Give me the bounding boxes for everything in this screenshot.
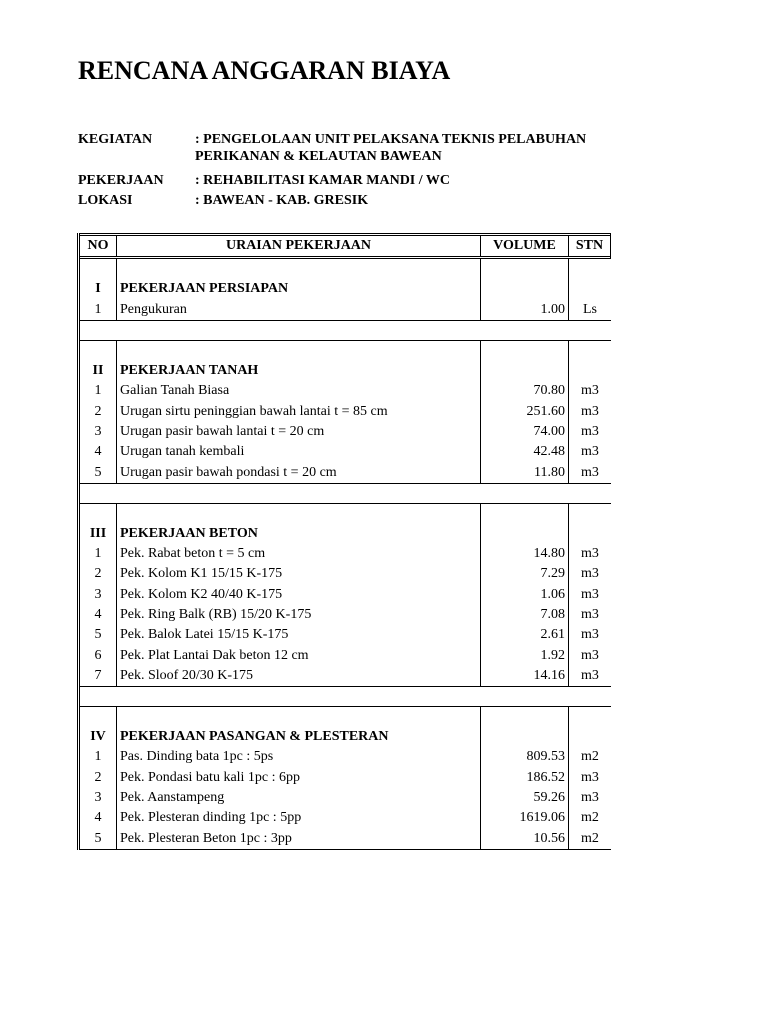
table-row [79,625,612,645]
table-row [79,462,612,483]
item-unit: m3 [569,585,612,605]
item-volume: 74.00 [481,422,569,442]
kegiatan-value-line2: PERIKANAN & KELAUTAN BAWEAN [195,149,442,164]
lokasi-value: : BAWEAN - KAB. GRESIK [195,193,369,208]
item-number: 4 [79,442,117,462]
table-header-row [79,235,612,258]
item-volume: 11.80 [481,462,569,483]
rab-table-body [79,235,612,850]
item-unit: m3 [569,768,612,788]
item-volume: 14.16 [481,666,569,687]
header-volume: VOLUME [481,235,569,258]
item-description: Pek. Plesteran dinding 1pc : 5pp [117,808,481,828]
kegiatan-label: KEGIATAN [78,132,153,147]
spacer-cell [569,503,612,524]
item-description: Galian Tanah Biasa [117,381,481,401]
item-volume: 186.52 [481,768,569,788]
table-row [79,585,612,605]
item-description: Pek. Kolom K1 15/15 K-175 [117,564,481,584]
item-volume: 10.56 [481,829,569,850]
separator-cell [481,687,569,707]
item-description: Pek. Kolom K2 40/40 K-175 [117,585,481,605]
item-unit: Ls [569,300,612,321]
item-unit: m3 [569,788,612,808]
spacer-cell [117,340,481,361]
spacer-cell [79,707,117,728]
section-stn-cell [569,279,612,299]
item-volume: 1.92 [481,645,569,665]
item-unit: m3 [569,442,612,462]
item-description: Urugan pasir bawah pondasi t = 20 cm [117,462,481,483]
item-number: 1 [79,544,117,564]
item-description: Pas. Dinding bata 1pc : 5ps [117,747,481,767]
section-title: PEKERJAAN PASANGAN & PLESTERAN [117,727,481,747]
section-volume-cell [481,727,569,747]
item-description: Urugan pasir bawah lantai t = 20 cm [117,422,481,442]
item-volume: 1619.06 [481,808,569,828]
item-unit: m2 [569,829,612,850]
item-number: 3 [79,788,117,808]
item-description: Pek. Plat Lantai Dak beton 12 cm [117,645,481,665]
section-stn-cell [569,361,612,381]
section-stn-cell [569,524,612,544]
table-row [79,544,612,564]
section-row [79,361,612,381]
item-unit: m3 [569,401,612,421]
section-spacer-row [79,258,612,280]
section-stn-cell [569,727,612,747]
item-volume: 7.08 [481,605,569,625]
item-number: 1 [79,381,117,401]
section-row [79,524,612,544]
rab-table [77,233,611,850]
item-unit: m3 [569,381,612,401]
section-spacer-row [79,707,612,728]
item-number: 5 [79,829,117,850]
separator-cell [117,320,481,340]
section-row [79,727,612,747]
spacer-cell [117,503,481,524]
spacer-cell [481,258,569,280]
spacer-cell [79,340,117,361]
item-volume: 1.00 [481,300,569,321]
item-number: 4 [79,605,117,625]
item-unit: m3 [569,422,612,442]
separator-cell [481,483,569,503]
separator-cell [569,320,612,340]
item-unit: m3 [569,462,612,483]
table-row [79,401,612,421]
item-number: 5 [79,625,117,645]
spacer-cell [481,503,569,524]
section-volume-cell [481,361,569,381]
section-number: III [79,524,117,544]
item-volume: 59.26 [481,788,569,808]
item-unit: m3 [569,544,612,564]
item-volume: 1.06 [481,585,569,605]
item-description: Pek. Plesteran Beton 1pc : 3pp [117,829,481,850]
table-row [79,564,612,584]
table-row [79,300,612,321]
separator-cell [79,320,117,340]
pekerjaan-value: : REHABILITASI KAMAR MANDI / WC [195,173,451,188]
header-uraian: URAIAN PEKERJAAN [117,235,481,258]
separator-cell [569,483,612,503]
item-unit: m3 [569,625,612,645]
spacer-cell [569,340,612,361]
item-unit: m3 [569,666,612,687]
item-description: Pek. Pondasi batu kali 1pc : 6pp [117,768,481,788]
item-description: Pek. Rabat beton t = 5 cm [117,544,481,564]
table-row [79,666,612,687]
item-number: 3 [79,422,117,442]
item-volume: 2.61 [481,625,569,645]
lokasi-label: LOKASI [78,193,133,208]
item-description: Pek. Aanstampeng [117,788,481,808]
table-row [79,442,612,462]
item-volume: 251.60 [481,401,569,421]
item-number: 2 [79,564,117,584]
item-volume: 70.80 [481,381,569,401]
section-title: PEKERJAAN BETON [117,524,481,544]
item-description: Pek. Balok Latei 15/15 K-175 [117,625,481,645]
spacer-cell [117,707,481,728]
section-spacer-row [79,503,612,524]
item-unit: m3 [569,645,612,665]
separator-cell [117,687,481,707]
section-volume-cell [481,524,569,544]
item-description: Pek. Ring Balk (RB) 15/20 K-175 [117,605,481,625]
pekerjaan-label: PEKERJAAN [78,173,164,188]
section-number: IV [79,727,117,747]
item-unit: m2 [569,747,612,767]
kegiatan-value-line1: : PENGELOLAAN UNIT PELAKSANA TEKNIS PELABUHAN [195,132,587,147]
item-description: Urugan tanah kembali [117,442,481,462]
item-number: 2 [79,768,117,788]
item-number: 1 [79,747,117,767]
item-number: 7 [79,666,117,687]
page-title: RENCANA ANGGARAN BIAYA [78,56,451,85]
item-volume: 42.48 [481,442,569,462]
table-row [79,645,612,665]
spacer-cell [79,503,117,524]
item-description: Urugan sirtu peninggian bawah lantai t = 85 cm [117,401,481,421]
separator-cell [79,687,117,707]
table-row [79,422,612,442]
separator-cell [79,483,117,503]
item-unit: m3 [569,564,612,584]
item-volume: 7.29 [481,564,569,584]
section-number: I [79,279,117,299]
table-row [79,808,612,828]
spacer-cell [569,707,612,728]
separator-cell [569,687,612,707]
table-row [79,829,612,850]
section-separator-row [79,483,612,503]
section-separator-row [79,320,612,340]
item-number: 4 [79,808,117,828]
spacer-cell [117,258,481,280]
section-title: PEKERJAAN TANAH [117,361,481,381]
table-row [79,381,612,401]
section-title: PEKERJAAN PERSIAPAN [117,279,481,299]
section-number: II [79,361,117,381]
item-description: Pek. Sloof 20/30 K-175 [117,666,481,687]
item-description: Pengukuran [117,300,481,321]
item-volume: 809.53 [481,747,569,767]
spacer-cell [481,707,569,728]
table-row [79,605,612,625]
item-number: 6 [79,645,117,665]
spacer-cell [79,258,117,280]
section-volume-cell [481,279,569,299]
header-no: NO [79,235,117,258]
item-number: 5 [79,462,117,483]
item-unit: m3 [569,605,612,625]
table-row [79,768,612,788]
table-row [79,747,612,767]
spacer-cell [481,340,569,361]
item-number: 2 [79,401,117,421]
header-stn: STN [569,235,612,258]
item-unit: m2 [569,808,612,828]
table-row [79,788,612,808]
separator-cell [117,483,481,503]
section-row [79,279,612,299]
section-separator-row [79,687,612,707]
spacer-cell [569,258,612,280]
item-volume: 14.80 [481,544,569,564]
item-number: 3 [79,585,117,605]
section-spacer-row [79,340,612,361]
item-number: 1 [79,300,117,321]
separator-cell [481,320,569,340]
